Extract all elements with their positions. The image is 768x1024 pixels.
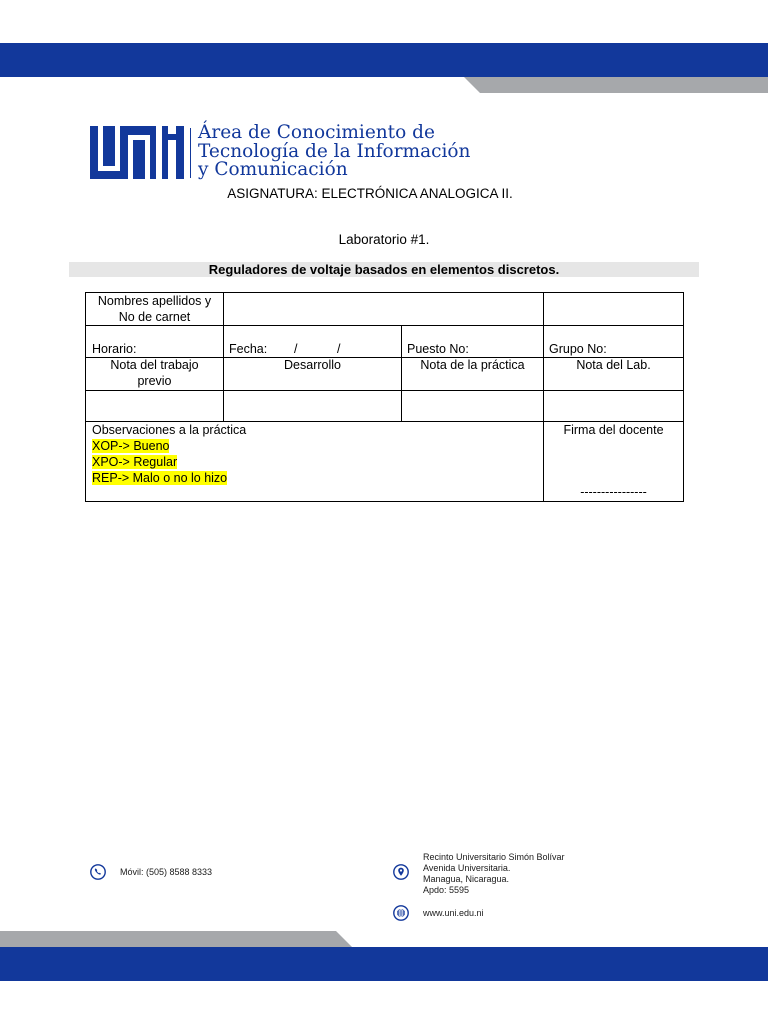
header-blue-band	[0, 43, 768, 77]
subject-heading: ASIGNATURA: ELECTRÓNICA ANALOGICA II.	[227, 186, 513, 201]
logo-line-1: Área de Conocimiento de	[198, 122, 435, 143]
grade-rep: REP-> Malo o no lo hizo	[92, 471, 228, 485]
address-line-2: Avenida Universitaria.	[423, 863, 511, 873]
desarrollo-field[interactable]	[224, 391, 401, 421]
observaciones-block	[92, 422, 246, 486]
phone-icon	[90, 864, 106, 880]
carnet-field[interactable]	[544, 294, 682, 324]
grupo-label: Grupo No:	[549, 342, 607, 356]
fecha-label: Fecha:	[229, 342, 268, 356]
signature-line: ----------------	[580, 485, 647, 499]
lab-title: Reguladores de voltaje basados en elementos discretos.	[208, 262, 560, 277]
grade-xpo: XPO-> Regular	[92, 455, 178, 469]
address-block	[423, 852, 565, 896]
logo-divider	[190, 128, 191, 178]
logo-wordmark	[198, 124, 470, 180]
location-pin-icon	[393, 864, 409, 880]
names-field[interactable]	[224, 294, 542, 324]
lab-form-table	[85, 292, 684, 502]
footer-blue-band	[0, 947, 768, 981]
footer-gray-stripe	[0, 931, 352, 947]
grade-xop: XOP-> Bueno	[92, 439, 170, 453]
address-line-1: Recinto Universitario Simón Bolívar	[423, 852, 565, 862]
nota-practica-field[interactable]	[402, 391, 543, 421]
nota-trabajo-label: Nota del trabajo previo	[110, 358, 199, 388]
fecha-slash-2: /	[337, 342, 341, 356]
nota-practica-label: Nota de la práctica	[420, 358, 525, 372]
puesto-label: Puesto No:	[407, 342, 469, 356]
firma-label: Firma del docente	[563, 423, 664, 437]
desarrollo-label: Desarrollo	[284, 358, 341, 372]
lab-number: Laboratorio #1.	[338, 232, 430, 247]
website-link[interactable]: www.uni.edu.ni	[423, 908, 484, 918]
uni-logo	[90, 126, 184, 179]
logo-line-2: Tecnología de la Información	[198, 140, 471, 162]
fecha-slash-1: /	[294, 342, 298, 356]
nota-lab-label: Nota del Lab.	[576, 358, 651, 372]
address-line-4: Apdo: 5595	[423, 885, 470, 895]
nota-lab-field[interactable]	[544, 391, 683, 421]
names-label: Nombres apellidos y No de carnet	[97, 294, 212, 324]
globe-icon	[393, 905, 409, 921]
nota-trabajo-field[interactable]	[86, 391, 223, 421]
logo-line-3: y Comunicación	[198, 159, 348, 180]
horario-label: Horario:	[92, 342, 137, 356]
address-line-3: Managua, Nicaragua.	[423, 874, 510, 884]
phone-number: Móvil: (505) 8588 8333	[120, 867, 213, 877]
header-gray-stripe	[464, 77, 768, 93]
observaciones-label: Observaciones a la práctica	[92, 423, 247, 437]
